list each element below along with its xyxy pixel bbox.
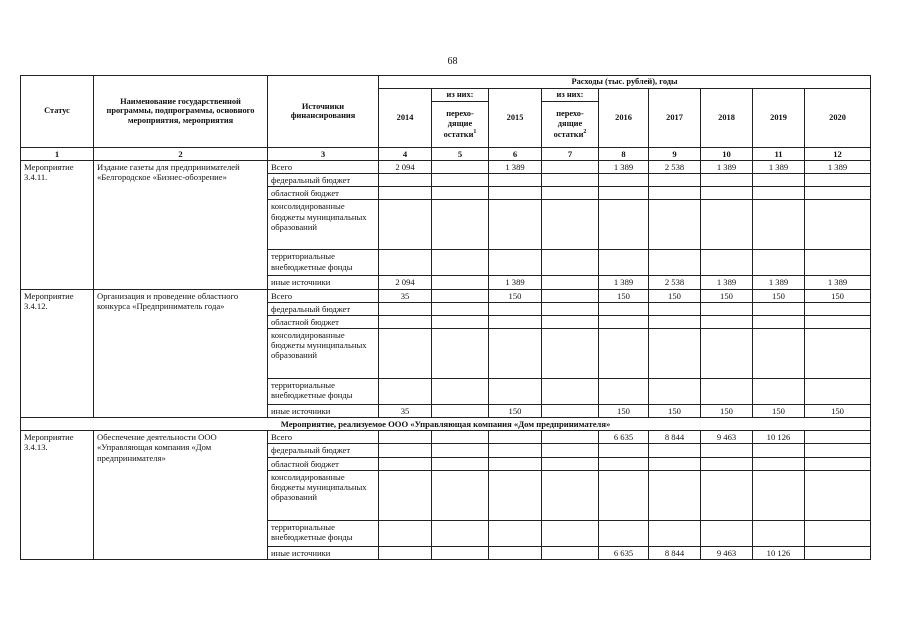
value-cell — [753, 174, 805, 187]
source-cell: областной бюджет — [268, 457, 379, 470]
header-of-them-1: из них: — [432, 88, 489, 101]
value-cell — [432, 404, 489, 417]
value-cell — [542, 457, 599, 470]
value-cell: 10 126 — [753, 431, 805, 444]
header-expenses: Расходы (тыс. рублей), годы — [379, 76, 871, 89]
value-cell — [489, 250, 542, 276]
value-cell: 1 389 — [805, 160, 871, 173]
value-cell — [489, 315, 542, 328]
column-number: 12 — [805, 147, 871, 160]
value-cell — [432, 378, 489, 404]
header-status: Статус — [21, 76, 94, 148]
column-number: 9 — [649, 147, 701, 160]
value-cell — [432, 520, 489, 546]
value-cell: 1 389 — [599, 160, 649, 173]
value-cell — [701, 315, 753, 328]
value-cell: 150 — [649, 289, 701, 302]
value-cell — [753, 470, 805, 520]
value-cell — [805, 444, 871, 457]
column-number: 5 — [432, 147, 489, 160]
value-cell — [701, 444, 753, 457]
source-cell: иные источники — [268, 546, 379, 559]
header-carry-over-2: перехо-дящие остатки$^2$ — [542, 101, 599, 147]
value-cell — [542, 404, 599, 417]
header-year-2014: 2014 — [379, 88, 432, 147]
source-cell: областной бюджет — [268, 315, 379, 328]
value-cell — [432, 187, 489, 200]
header-name: Наименование государственной программы, подпрограммы, основного мероприятия, мероприятия — [94, 76, 268, 148]
value-cell — [489, 520, 542, 546]
value-cell — [805, 302, 871, 315]
value-cell — [379, 174, 432, 187]
value-cell — [805, 431, 871, 444]
value-cell: 6 635 — [599, 431, 649, 444]
value-cell — [432, 457, 489, 470]
table-row — [21, 431, 871, 444]
source-cell: территориальные внебюджетные фонды — [268, 250, 379, 276]
value-cell — [753, 302, 805, 315]
value-cell — [432, 470, 489, 520]
value-cell: 2 094 — [379, 276, 432, 289]
source-cell: федеральный бюджет — [268, 444, 379, 457]
value-cell — [542, 302, 599, 315]
value-cell — [379, 187, 432, 200]
value-cell: 10 126 — [753, 546, 805, 559]
value-cell — [701, 187, 753, 200]
source-cell: Всего — [268, 160, 379, 173]
value-cell — [542, 160, 599, 173]
value-cell — [599, 187, 649, 200]
value-cell — [379, 470, 432, 520]
value-cell — [753, 457, 805, 470]
value-cell: 150 — [649, 404, 701, 417]
value-cell: 35 — [379, 404, 432, 417]
value-cell — [805, 187, 871, 200]
value-cell — [599, 457, 649, 470]
value-cell — [701, 520, 753, 546]
budget-table — [20, 75, 871, 560]
value-cell — [542, 187, 599, 200]
value-cell — [542, 174, 599, 187]
value-cell — [379, 378, 432, 404]
value-cell — [489, 328, 542, 378]
column-number: 7 — [542, 147, 599, 160]
value-cell: 150 — [805, 289, 871, 302]
value-cell — [701, 378, 753, 404]
value-cell: 1 389 — [701, 160, 753, 173]
value-cell — [649, 174, 701, 187]
value-cell — [701, 250, 753, 276]
source-cell: Всего — [268, 431, 379, 444]
header-sources: Источники финансирования — [268, 76, 379, 148]
source-cell: консолидированные бюджеты муниципальных образований — [268, 328, 379, 378]
value-cell: 150 — [701, 289, 753, 302]
value-cell — [805, 470, 871, 520]
column-number: 8 — [599, 147, 649, 160]
value-cell — [542, 444, 599, 457]
value-cell: 1 389 — [753, 276, 805, 289]
value-cell — [599, 200, 649, 250]
value-cell — [753, 187, 805, 200]
section-title-row — [21, 418, 871, 431]
value-cell — [379, 315, 432, 328]
value-cell — [432, 289, 489, 302]
source-cell: федеральный бюджет — [268, 174, 379, 187]
source-cell: Всего — [268, 289, 379, 302]
value-cell — [805, 200, 871, 250]
value-cell — [489, 431, 542, 444]
value-cell — [432, 276, 489, 289]
value-cell — [489, 457, 542, 470]
value-cell — [599, 520, 649, 546]
value-cell: 150 — [753, 404, 805, 417]
value-cell — [753, 328, 805, 378]
value-cell: 1 389 — [599, 276, 649, 289]
value-cell — [542, 431, 599, 444]
value-cell — [599, 315, 649, 328]
value-cell: 150 — [753, 289, 805, 302]
value-cell: 2 538 — [649, 160, 701, 173]
value-cell — [432, 431, 489, 444]
value-cell — [649, 250, 701, 276]
header-year-2020: 2020 — [805, 88, 871, 147]
value-cell — [701, 470, 753, 520]
value-cell — [379, 328, 432, 378]
value-cell — [805, 315, 871, 328]
value-cell — [805, 174, 871, 187]
value-cell: 1 389 — [753, 160, 805, 173]
value-cell — [649, 200, 701, 250]
status-cell: Мероприятие 3.4.13. — [21, 431, 94, 560]
value-cell — [599, 328, 649, 378]
value-cell — [701, 174, 753, 187]
value-cell — [805, 378, 871, 404]
value-cell — [432, 302, 489, 315]
value-cell — [649, 302, 701, 315]
value-cell — [489, 302, 542, 315]
value-cell — [489, 200, 542, 250]
value-cell — [701, 457, 753, 470]
value-cell — [542, 289, 599, 302]
value-cell: 150 — [805, 404, 871, 417]
name-cell: Организация и проведение областного конкурса «Предприниматель года» — [94, 289, 268, 418]
value-cell: 6 635 — [599, 546, 649, 559]
value-cell — [805, 250, 871, 276]
value-cell: 150 — [599, 404, 649, 417]
value-cell — [489, 470, 542, 520]
value-cell — [542, 276, 599, 289]
value-cell: 9 463 — [701, 431, 753, 444]
value-cell — [489, 546, 542, 559]
name-cell: Издание газеты для предпринимателей «Белгородское «Бизнес-обозрение» — [94, 160, 268, 289]
value-cell — [805, 520, 871, 546]
value-cell — [542, 378, 599, 404]
value-cell — [599, 378, 649, 404]
value-cell — [649, 444, 701, 457]
column-number: 6 — [489, 147, 542, 160]
value-cell — [805, 457, 871, 470]
header-year-2015: 2015 — [489, 88, 542, 147]
column-number: 10 — [701, 147, 753, 160]
value-cell — [649, 457, 701, 470]
value-cell — [701, 200, 753, 250]
table-body — [21, 160, 871, 559]
source-cell: иные источники — [268, 404, 379, 417]
source-cell: областной бюджет — [268, 187, 379, 200]
value-cell — [432, 328, 489, 378]
value-cell — [489, 378, 542, 404]
value-cell — [432, 160, 489, 173]
column-number: 1 — [21, 147, 94, 160]
value-cell — [379, 520, 432, 546]
value-cell — [489, 444, 542, 457]
value-cell — [542, 546, 599, 559]
page-number: 68 — [447, 56, 458, 67]
value-cell — [379, 250, 432, 276]
value-cell — [432, 315, 489, 328]
source-cell: иные источники — [268, 276, 379, 289]
column-number: 3 — [268, 147, 379, 160]
header-row-1 — [21, 76, 871, 89]
value-cell: 150 — [489, 289, 542, 302]
value-cell — [489, 187, 542, 200]
value-cell: 2 538 — [649, 276, 701, 289]
name-cell: Обеспечение деятельности ООО «Управляющая компания «Дом предпринимателя» — [94, 431, 268, 560]
source-cell: территориальные внебюджетные фонды — [268, 378, 379, 404]
value-cell — [753, 378, 805, 404]
header-carry-over-1: перехо-дящие остатки$^1$ — [432, 101, 489, 147]
source-cell: федеральный бюджет — [268, 302, 379, 315]
value-cell — [379, 444, 432, 457]
source-cell: территориальные внебюджетные фонды — [268, 520, 379, 546]
value-cell: 35 — [379, 289, 432, 302]
status-cell: Мероприятие 3.4.12. — [21, 289, 94, 418]
value-cell: 8 844 — [649, 431, 701, 444]
value-cell — [542, 200, 599, 250]
value-cell: 1 389 — [489, 276, 542, 289]
value-cell — [379, 546, 432, 559]
column-number: 4 — [379, 147, 432, 160]
status-cell: Мероприятие 3.4.11. — [21, 160, 94, 289]
value-cell — [542, 520, 599, 546]
value-cell — [542, 315, 599, 328]
value-cell — [649, 315, 701, 328]
value-cell — [432, 444, 489, 457]
value-cell — [753, 444, 805, 457]
value-cell — [599, 470, 649, 520]
value-cell — [649, 328, 701, 378]
table-row — [21, 289, 871, 302]
value-cell — [701, 302, 753, 315]
value-cell — [379, 200, 432, 250]
value-cell — [432, 200, 489, 250]
header-year-2016: 2016 — [599, 88, 649, 147]
value-cell — [542, 470, 599, 520]
source-cell: консолидированные бюджеты муниципальных образований — [268, 200, 379, 250]
value-cell — [599, 444, 649, 457]
column-number: 11 — [753, 147, 805, 160]
value-cell — [432, 546, 489, 559]
header-of-them-2: из них: — [542, 88, 599, 101]
value-cell — [649, 187, 701, 200]
value-cell — [649, 520, 701, 546]
value-cell — [542, 328, 599, 378]
value-cell: 150 — [701, 404, 753, 417]
value-cell: 1 389 — [701, 276, 753, 289]
value-cell — [649, 378, 701, 404]
value-cell — [379, 457, 432, 470]
value-cell: 9 463 — [701, 546, 753, 559]
value-cell — [432, 174, 489, 187]
column-numbers-row — [21, 147, 871, 160]
value-cell — [599, 250, 649, 276]
header-year-2018: 2018 — [701, 88, 753, 147]
value-cell: 2 094 — [379, 160, 432, 173]
value-cell — [753, 250, 805, 276]
value-cell: 1 389 — [489, 160, 542, 173]
table-row — [21, 160, 871, 173]
header-year-2017: 2017 — [649, 88, 701, 147]
header-year-2019: 2019 — [753, 88, 805, 147]
value-cell — [805, 546, 871, 559]
value-cell: 8 844 — [649, 546, 701, 559]
section-title: Мероприятие, реализуемое ООО «Управляющая компания «Дом предпринимателя» — [21, 418, 871, 431]
column-number: 2 — [94, 147, 268, 160]
value-cell — [753, 520, 805, 546]
value-cell — [805, 328, 871, 378]
value-cell — [379, 302, 432, 315]
value-cell — [489, 174, 542, 187]
value-cell — [701, 328, 753, 378]
value-cell — [542, 250, 599, 276]
value-cell — [599, 302, 649, 315]
value-cell — [599, 174, 649, 187]
value-cell — [379, 431, 432, 444]
value-cell — [753, 315, 805, 328]
value-cell — [649, 470, 701, 520]
value-cell — [753, 200, 805, 250]
value-cell: 150 — [489, 404, 542, 417]
source-cell: консолидированные бюджеты муниципальных образований — [268, 470, 379, 520]
value-cell: 1 389 — [805, 276, 871, 289]
value-cell — [432, 250, 489, 276]
value-cell: 150 — [599, 289, 649, 302]
